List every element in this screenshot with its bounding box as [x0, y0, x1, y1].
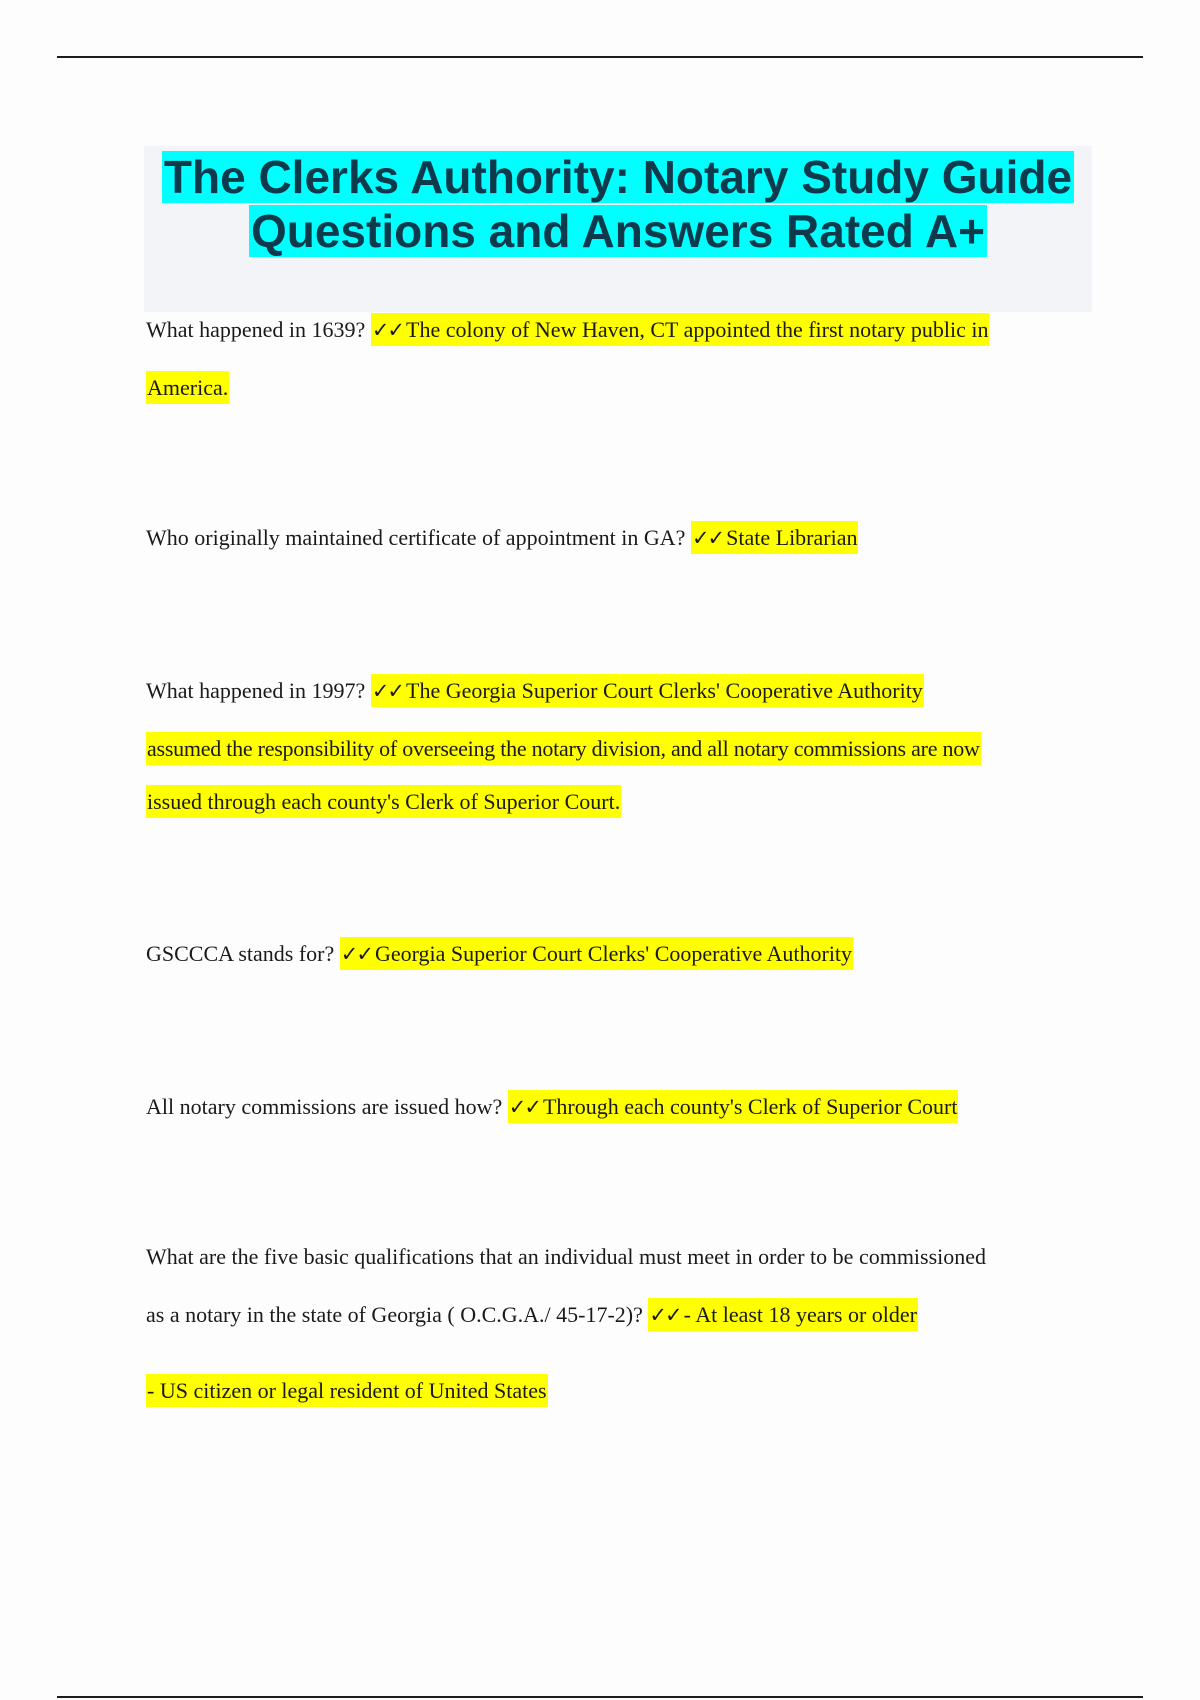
answer-text: issued through each county's Clerk of Superior Court. [147, 789, 621, 814]
answer-text: State Librarian [726, 525, 858, 550]
answer-highlight [508, 1090, 959, 1123]
double-check-icon: ✓✓ [371, 318, 404, 342]
answer-text: Georgia Superior Court Clerks' Cooperative Authority [374, 941, 853, 966]
question-text: All notary commissions are issued how? [146, 1094, 503, 1119]
header-rule [57, 56, 1143, 58]
answer-text: - At least 18 years or older [683, 1302, 917, 1327]
double-check-icon: ✓✓ [691, 526, 724, 550]
answer-text: The Georgia Superior Court Clerks' Cooperative Authority [406, 678, 923, 703]
answer-text: America. [147, 375, 229, 400]
qa-line [146, 1228, 1096, 1286]
qa-item-6 [146, 1228, 1096, 1420]
answer-highlight [371, 674, 924, 707]
answer-highlight [340, 937, 853, 970]
answer-text: assumed the responsibility of overseeing the notary division, and all notary commissions are now [147, 736, 980, 761]
question-text: GSCCCA stands for? [146, 941, 335, 966]
double-check-icon: ✓✓ [371, 679, 404, 703]
double-check-icon: ✓✓ [649, 1303, 681, 1327]
qa-line [146, 1078, 1096, 1136]
qa-line [146, 773, 1096, 831]
title-box [144, 146, 1092, 312]
qa-line [146, 662, 1096, 720]
document-title-text: The Clerks Authority: Notary Study Guide Questions and Answers Rated A+ [163, 151, 1073, 257]
qa-line [146, 509, 1096, 567]
answer-highlight [146, 732, 981, 765]
answer-text: The colony of New Haven, CT appointed the first notary public in [406, 317, 989, 342]
qa-line [146, 301, 1096, 359]
double-check-icon: ✓✓ [508, 1095, 540, 1119]
qa-item-1 [146, 301, 1096, 417]
question-text: What happened in 1639? [146, 317, 366, 342]
answer-highlight [146, 371, 229, 404]
qa-line [146, 720, 1096, 778]
qa-line [146, 925, 1096, 983]
answer-highlight [648, 1298, 918, 1331]
document-title [144, 146, 1092, 258]
qa-item-3 [146, 662, 1096, 831]
answer-highlight [146, 1374, 548, 1407]
qa-line [146, 359, 1096, 417]
question-text: What are the five basic qualifications that an individual must meet in order to be commissioned [146, 1244, 987, 1269]
qa-line [146, 1286, 1096, 1344]
answer-highlight [146, 785, 621, 818]
question-text: as a notary in the state of Georgia ( O.C.G.A./ 45-17-2)? [146, 1302, 643, 1327]
qa-line [146, 1362, 1096, 1420]
answer-text: - US citizen or legal resident of United States [147, 1378, 547, 1403]
question-text: What happened in 1997? [146, 678, 366, 703]
answer-highlight [371, 313, 990, 346]
qa-item-2 [146, 509, 1096, 567]
answer-text: Through each county's Clerk of Superior Court [542, 1094, 958, 1119]
answer-highlight [691, 521, 859, 554]
question-text: Who originally maintained certificate of appointment in GA? [146, 525, 686, 550]
qa-item-4 [146, 925, 1096, 983]
qa-item-5 [146, 1078, 1096, 1136]
double-check-icon: ✓✓ [340, 942, 372, 966]
footer-rule [57, 1696, 1143, 1698]
